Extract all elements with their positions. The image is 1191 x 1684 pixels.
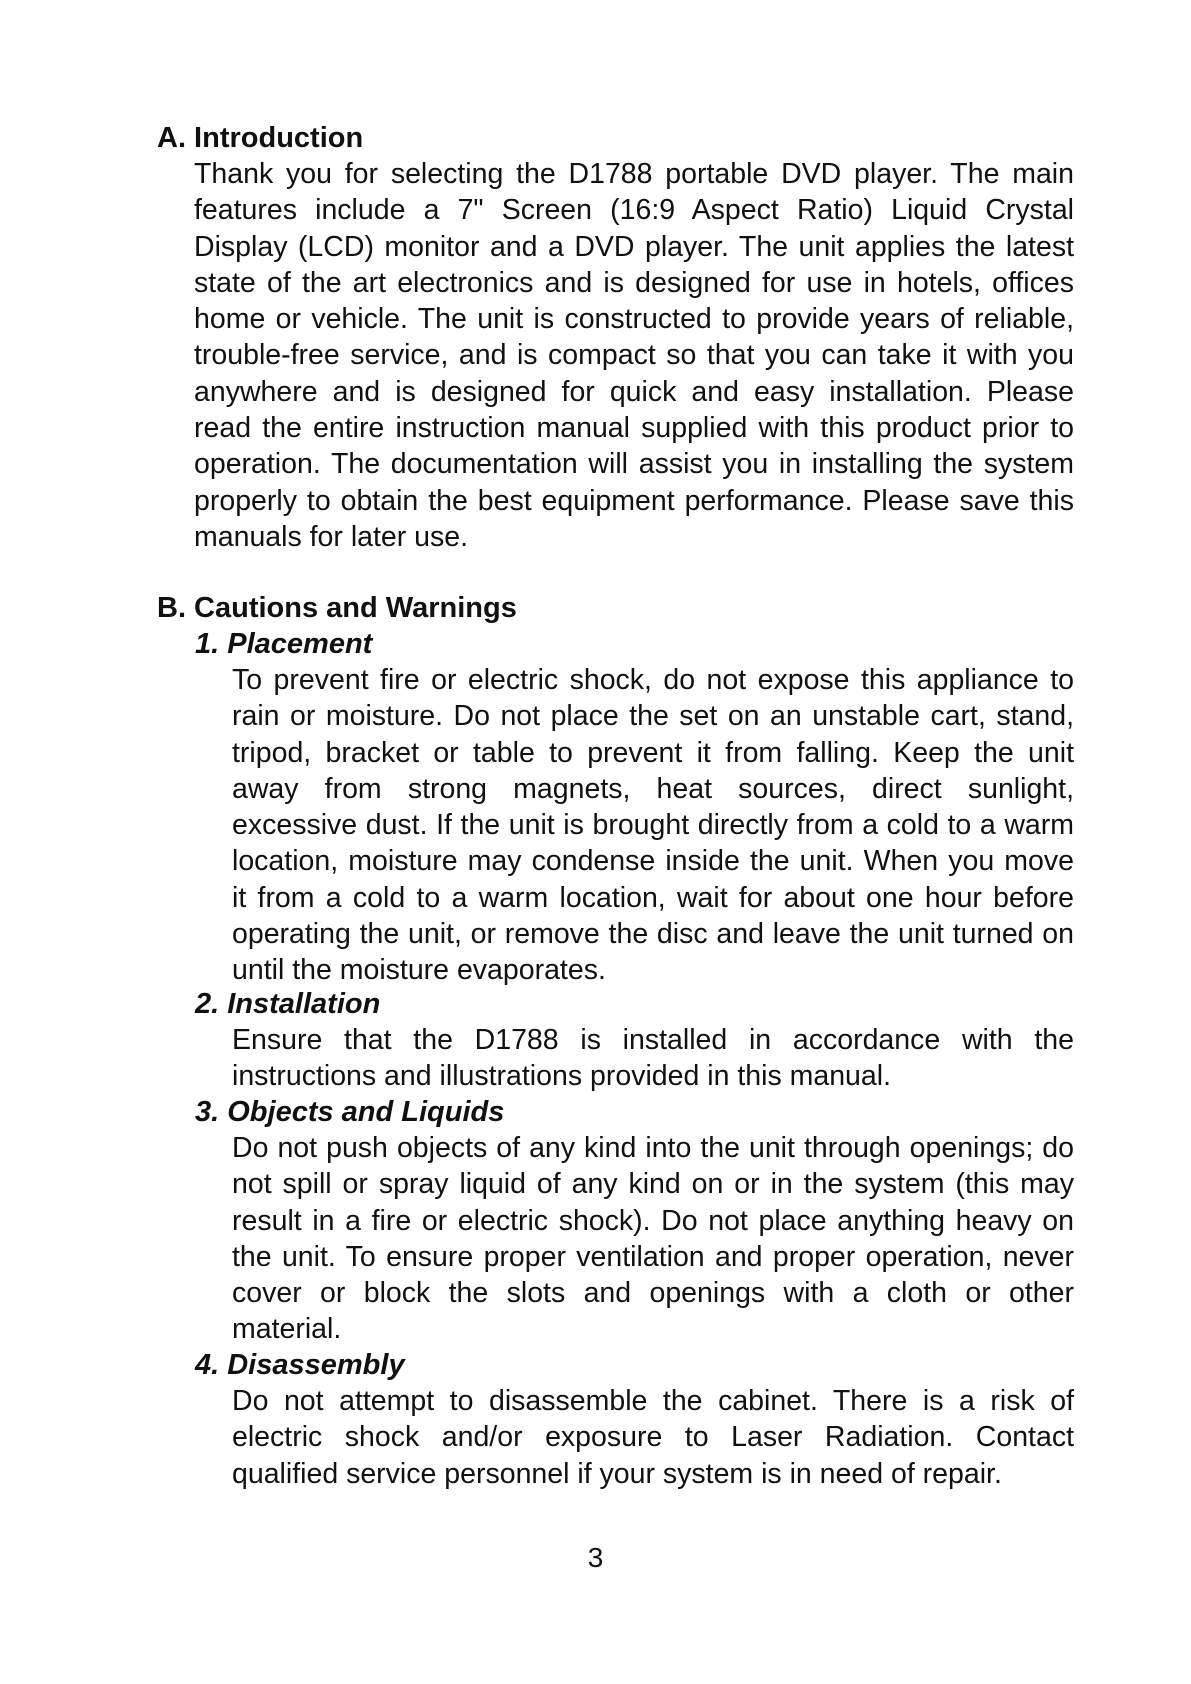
placement-heading: 1. Placement — [195, 628, 373, 660]
placement-text: To prevent fire or electric shock, do not expose this appliance to rain or moisture. Do not place the set on an unstable cart, stand, tripod, bracket or table to prevent it from falling. Keep the unit away from strong magnets, heat sources, direct sunlight, excessive dust. If the unit is brought directly from a cold to a warm location, moisture may condense inside the unit. When you move it from a cold to a warm location, wait for about one hour before operating the unit, or remove the disc and leave the unit turned on until the moisture evaporates. — [232, 664, 1074, 987]
introduction-heading: A. Introduction — [157, 122, 364, 154]
installation-heading: 2. Installation — [195, 988, 381, 1020]
page-number: 3 — [587, 1542, 604, 1573]
objects-liquids-heading: 3. Objects and Liquids — [195, 1096, 505, 1128]
introduction-text: Thank you for selecting the D1788 portable DVD player. The main features include a 7" Screen (16:9 Aspect Ratio) Liquid Crystal Display (LCD) monitor and a DVD player. The unit applies the latest state of the art electronics and is designed for use in hotels, offices home or vehicle. The unit is constructed to provide years of reliable, trouble-free service, and is compact so that you can take it with you anywhere and is designed for quick and easy installation. Please read the entire instruction manual supplied with this product prior to operation. The documentation will assist you in installing the system properly to obtain the best equipment performance. Please save this manuals for later use. — [194, 158, 1074, 553]
disassembly-text: Do not attempt to disassemble the cabinet. There is a risk of electric shock and/or exposure to Laser Radiation. Contact qualified service personnel if your system is in need of repair. — [232, 1385, 1074, 1490]
cautions-heading: B. Cautions and Warnings — [157, 592, 517, 624]
objects-liquids-text: Do not push objects of any kind into the unit through openings; do not spill or spray liquid of any kind on or in the system (this may result in a fire or electric shock). Do not place anything heavy on the unit. To ensure proper ventilation and proper operation, never cover or block the slots and openings with a cloth or other material. — [232, 1132, 1074, 1346]
installation-text: Ensure that the D1788 is installed in accordance with the instructions and illustrations provided in this manual. — [232, 1024, 1074, 1093]
disassembly-heading: 4. Disassembly — [195, 1349, 405, 1381]
